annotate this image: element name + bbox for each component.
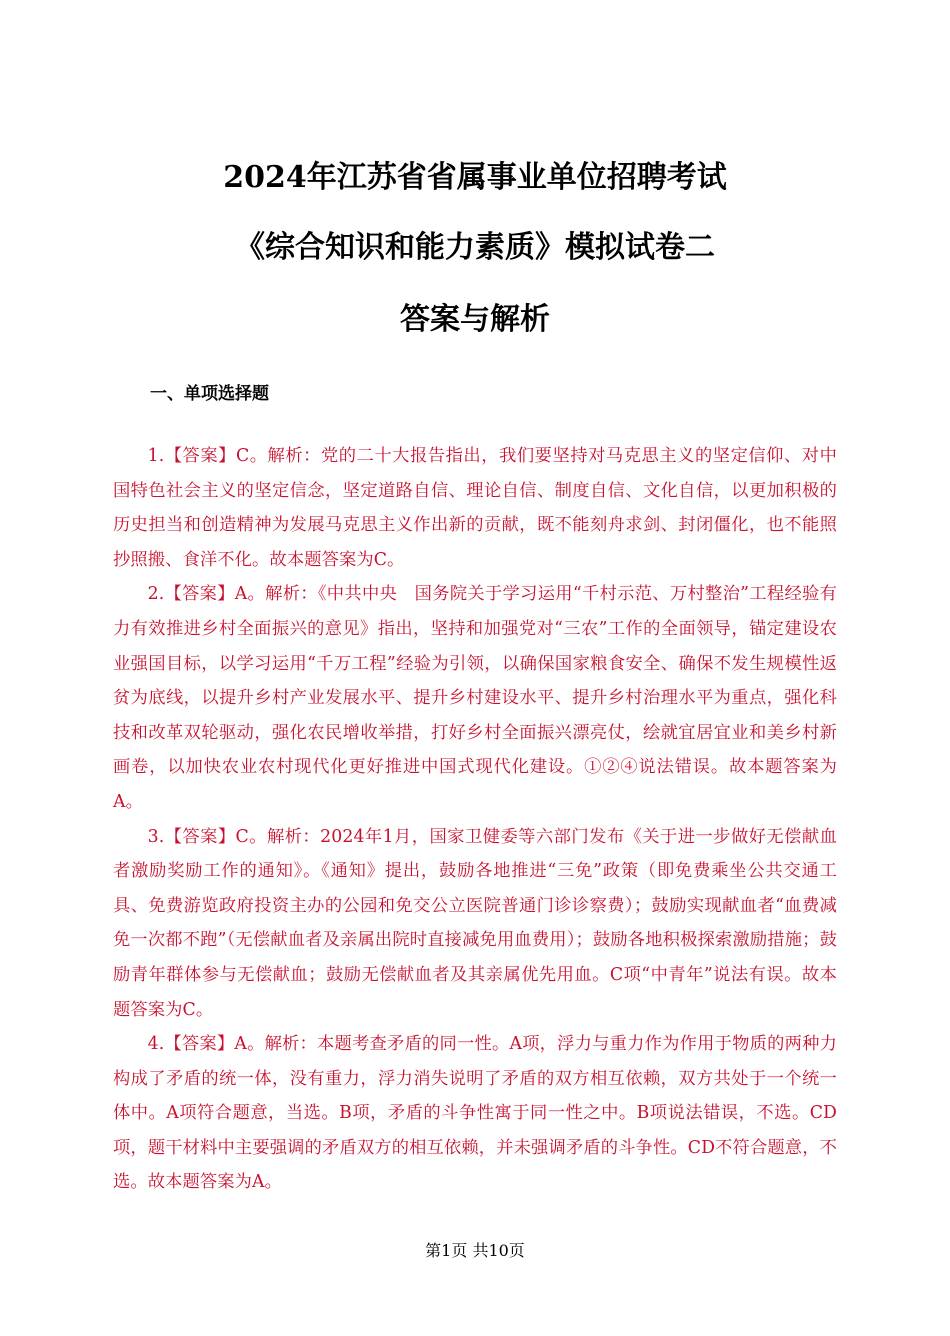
- page-indicator: 第1页 共10页: [425, 1241, 525, 1260]
- answer-item-1: 1.【答案】C。解析：党的二十大报告指出，我们要坚持对马克思主义的坚定信仰、对中国特色社会主义的坚定信念，坚定道路自信、理论自信、制度自信、文化自信，以更加积极的历史担当和创造精神为发展马克思主义作出新的贡献，既不能刻舟求剑、封闭僵化，也不能照抄照搬、食洋不化。故本题答案为C。: [113, 446, 837, 570]
- document-title-line-3: 答案与解析: [400, 302, 550, 337]
- answer-item-3: 3.【答案】C。解析：2024年1月，国家卫健委等六部门发布《关于进一步做好无偿献血者激励奖励工作的通知》。《通知》提出，鼓励各地推进“三免”政策（即免费乘坐公共交通工具、免费游览政府投资主办的公园和免交公立医院普通门诊诊察费）；鼓励实现献血者“血费减免一次都不跑”（无偿献血者及亲属出院时直接减免用血费用）；鼓励各地积极探索激励措施；鼓励青年群体参与无偿献血；鼓励无偿献血者及其亲属优先用血。C项“中青年”说法有误。故本题答案为C。: [113, 826, 837, 1020]
- document-title-line-2: 《综合知识和能力素质》模拟试卷二: [235, 230, 715, 265]
- section-heading: 一、单项选择题: [150, 384, 269, 404]
- answer-item-2: 2.【答案】A。解析：《中共中央 国务院关于学习运用“千村示范、万村整治”工程经验有力有效推进乡村全面振兴的意见》指出，坚持和加强党对“三农”工作的全面领导，锚定建设农业强国目标，以学习运用“千万工程”经验为引领，以确保国家粮食安全、确保不发生规模性返贫为底线，以提升乡村产业发展水平、提升乡村建设水平、提升乡村治理水平为重点，强化科技和改革双轮驱动，强化农民增收举措，打好乡村全面振兴漂亮仗，绘就宜居宜业和美乡村新画卷，以加快农业农村现代化更好推进中国式现代化建设。①②④说法错误。故本题答案为A。: [113, 584, 837, 812]
- document-title-line-1: 2024年江苏省省属事业单位招聘考试: [223, 160, 727, 195]
- answer-list: [113, 439, 837, 1200]
- answer-item-4: 4.【答案】A。解析：本题考查矛盾的同一性。A项，浮力与重力作为作用于物质的两种力构成了矛盾的统一体，没有重力，浮力消失说明了矛盾的双方相互依赖，双方共处于一个统一体中。A项符合题意，当选。B项，矛盾的斗争性寓于同一性之中。B项说法错误，不选。CD项，题干材料中主要强调的矛盾双方的相互依赖，并未强调矛盾的斗争性。CD不符合题意，不选。故本题答案为A。: [113, 1034, 837, 1193]
